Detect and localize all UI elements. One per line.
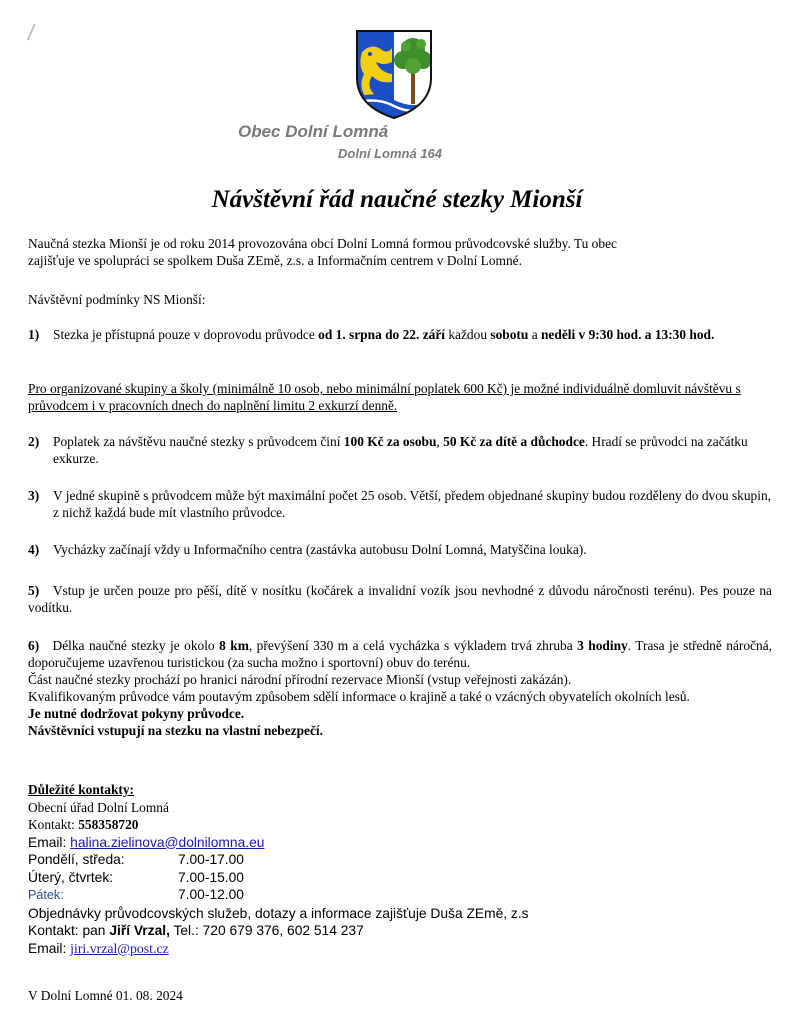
office-phone: 558358720	[78, 817, 139, 832]
item-number: 4)	[28, 542, 40, 557]
guide-contact-line: Kontakt: pan Jiří Vrzal, Tel.: 720 679 376, 602 514 237	[28, 923, 364, 938]
office-name: Obecní úřad Dolní Lomná	[28, 799, 169, 815]
condition-item-5: 5) Vstup je určen pouze pro pěší, dítě v nosítku (kočárek a invalidní vozík jsou nevhodné z důvodu náročnosti terénu). Pes pouze na vodítku.	[28, 583, 772, 615]
item6-line-2: Část naučné stezky prochází po hranici národní přírodní rezervace Mionší (vstup veřejnosti zakázán).	[28, 672, 572, 687]
hours-row: Pátek: 7.00-12.00	[28, 887, 244, 902]
guide-email-line: Email: jiri.vrzal@post.cz	[28, 940, 169, 956]
hours-row: Úterý, čtvrtek: 7.00-15.00	[28, 869, 244, 885]
coat-of-arms-icon	[354, 28, 434, 120]
item6-bold-1: Je nutné dodržovat pokyny průvodce.	[28, 706, 245, 721]
orders-info: Objednávky průvodcovských služeb, dotazy a informace zajišťuje Duša ZEmě, z.s	[28, 905, 529, 921]
municipality-address: Dolní Lomná 164	[338, 146, 443, 161]
guide-email-link[interactable]: jiri.vrzal@post.cz	[70, 940, 169, 956]
document-date: V Dolní Lomné 01. 08. 2024	[28, 988, 183, 1003]
item-number: 2)	[28, 434, 40, 449]
item-number: 3)	[28, 488, 40, 503]
item-number: 5)	[28, 583, 40, 598]
intro-line-1: Naučná stezka Mionší je od roku 2014 provozována obcí Dolní Lomná formou průvodcovské služby. Tu obec	[28, 236, 617, 251]
condition-item-3: 3) V jedné skupině s průvodcem může být maximální počet 25 osob. Větší, předem objednané skupiny budou rozděleny do dvou skupin, z nichž každá bude mít vlastního průvodce.	[28, 488, 772, 520]
office-email-link[interactable]: halina.zielinova@dolnilomna.eu	[70, 834, 265, 850]
condition-item-4: 4) Vycházky začínají vždy u Informačního centra (zastávka autobusu Dolní Lomná, Matyščina louka).	[28, 542, 587, 557]
office-email-line: Email: halina.zielinova@dolnilomna.eu	[28, 834, 265, 850]
conditions-heading: Návštěvní podmínky NS Mionší:	[28, 292, 206, 307]
condition-item-6: 6) Délka naučné stezky je okolo 8 km, převýšení 330 m a celá vycházka s výkladem trvá zhruba 3 hodiny. Trasa je středně náročná, doporučujeme uzavřenou turistickou (za sucha možno i sportovní) obuv do terénu. Část naučné stezky prochází po hranici národní přírodní rezervace Mionší (vstup veřejnosti zakázán). Kvalifikovaným průvodce vám poutavým způsobem sdělí informace o krajině a také o vzácných obyvatelích okolních lesů. Je nutné dodržovat pokyny průvodce. Návštěvníci vstupují na stezku na vlastní nebezpečí.	[28, 638, 772, 738]
groups-note: Pro organizované skupiny a školy (minimálně 10 osob, nebo minimální poplatek 600 Kč) je možné individuálně domluvit návštěvu s průvodcem i v pracovních dnech do naplnění limitu 2 exkurzí denně.	[28, 381, 741, 413]
intro-line-2: zajišťuje ve spolupráci se spolkem Duša ZEmě, z.s. a Informačním centrem v Dolní Lomné.	[28, 253, 522, 268]
corner-slash-mark: /	[25, 20, 37, 45]
contacts-section	[28, 781, 628, 957]
intro-paragraph	[28, 235, 772, 269]
contacts-heading: Důležité kontakty:	[28, 782, 135, 797]
condition-item-2: 2) Poplatek za návštěvu naučné stezky s průvodcem činí 100 Kč za osobu, 50 Kč za dítě a důchodce. Hradí se průvodci na začátku exkurze.	[28, 434, 748, 466]
page-title: Návštěvní řád naučné stezky Mionší	[211, 186, 583, 213]
guide-name: Jiří Vrzal,	[109, 923, 170, 938]
office-phone-line: Kontakt: 558358720	[28, 817, 139, 832]
municipality-name: Obec Dolní Lomná	[238, 122, 389, 141]
item6-line-3: Kvalifikovaným průvodce vám poutavým způsobem sdělí informace o krajině a také o vzácných obyvatelích okolních lesů.	[28, 689, 690, 704]
item-number: 1)	[28, 327, 40, 342]
item6-bold-2: Návštěvníci vstupují na stezku na vlastní nebezpečí.	[28, 723, 323, 738]
item-number: 6)	[28, 638, 40, 653]
hours-row: Pondělí, středa: 7.00-17.00	[28, 852, 244, 867]
condition-item-1: 1) Stezka je přístupná pouze v doprovodu průvodce od 1. srpna do 22. září každou sobotu a neděli v 9:30 hod. a 13:30 hod.	[28, 327, 715, 342]
